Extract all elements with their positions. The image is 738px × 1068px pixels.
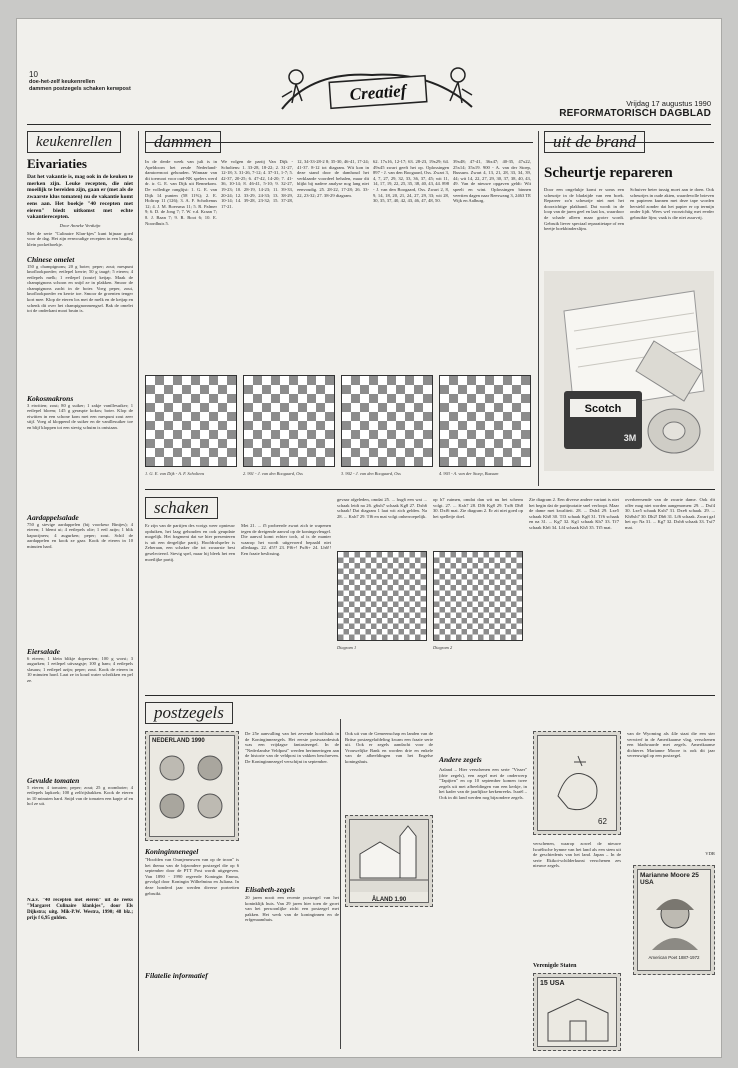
article-intro: Dat het vakantie is, mag ook in de keuken te merken zijn. Leuke recepten, die niet moeilijk te bereiden zijn, gaan er (met als de zwaarste klus tomaten) nu de vakantie komt eens aan. Het boekje "40 recepten met eieren" biedt uitkomst met echte vakantierecepten. [27, 174, 133, 221]
church-illustration [350, 820, 429, 892]
schaken-text-col3: gevaar afgeleden, omdat 25. ... hxg6 een wat ... schaak leidt na 26. g6xh7 schaak Kg8 27. Dxh6 schaak! Dat diagram 1 laat wit zich gelden. Na 28. ... Kxh7 29. Tf6 en mat volgt onherroepelijk. [337, 497, 427, 519]
postzegels-text-col7: van de Wyoming als 44e staat die een ster verwierf in de Amerikaanse vlag, verschenen een bladwaarde met zegels. Amerikaanse dichteres Marianne Moore is ook dit jaar vereeuwigd op een postzegel. [627, 731, 715, 759]
article-body: Met de serie "Culinaire Klan-kjes" kunt bijnaar goed voor de dag. Het zijn eenvoudige recepten in een handig, klein pocketboekje. [27, 230, 133, 247]
stamp-marianne-moore [633, 865, 715, 975]
stamp-aland [345, 815, 433, 907]
paper-name: REFORMATORISCH DAGBLAD [559, 108, 711, 119]
article-byline: VDR [705, 851, 715, 856]
subheading: Elisabeth-zegels [245, 885, 295, 894]
dammen-text-col1: In de derde week van juli is in Apeldoorn het zesde Nederland-damtoernooi gehouden. Winnaar van dit toernooi voor oud-NK spelers werd dr. ir. G. E. van Dijk uit Bennekom. De volledige ranglijst: 1. G. E. van Dijk 14 punten (58 11%); 2. E. Holtrop 11 (126); 3. A. F. Scholtenus 12; 4. J. M. Boersma 11; 5. R. Palmer 9; 6. D. de Jong 7; 7. W. v.d. Kraan 7; 8. J. Baan 7; 9. R. Boot 6; 10. E. Noordhuis 5. [145, 159, 217, 226]
stamp-label: 15 USA [540, 980, 565, 987]
stamp-caption: American Poet 1887-1972 [648, 955, 700, 960]
brand-text-col1: Door een ongelukje komt er soms een scheurtje in de bladzijde van een boek. Repareer zo'n scheurtje niet met het doorzichtige plakband. Dat wordt in de loop van de jaren geel en laat los, waardoor de schade alleen maar groter wordt. Gebruik liever speciaal reparatietape of een beetje boekbinderslijm. [544, 187, 624, 232]
schaken-text-col2: Met 21. ... f5 probeerde zwart zich te wapenen tegen de dreigende aanval op de koningsvleugel. Die aanval komt echter toch, al is de manier waarop het wordt uitgevoerd bepaald niet alledaags. 22. d5!? 23. Pf6+! Pxf6+ 24. Lh6!! Een fraaie beslissing. [241, 523, 331, 556]
subheading: Andere zegels [439, 755, 482, 764]
section-divider [145, 695, 715, 696]
issue-date: Vrijdag 17 augustus 1990 [626, 99, 711, 108]
schaken-text-col1: Er zijn van de partijen des vorigs weer opnieuw opduiken, het laag gehouden en ook geupdate mogelijk. Het fragment dat we hier presenteren is uit een dergelijke partij. Hoofdrolspeler is Zeberaan, een schaker die tot zwaarste best geselecteerd. Stevig spel, maar hij bleek het een moeilijke partij. [145, 523, 235, 562]
chess-diagram-2 [433, 551, 523, 641]
schaken-text-col6: overheersende van de zwarte dame. Ook dit offer mag niet worden aangenomen: 29. ... Dxf4 30. Lxe5 schaak Kxh7 31. Dxe6 schaak. 29. ... Kh8xh7 30. Dh2! Dh6 31. Lf6 schaak. Zwart gaf het op: Na 31. ... Kg7 32. Dxh6 schaak 33. Txf7 mat. [625, 497, 715, 530]
stamp-label: Marianne Moore 25 USA [640, 872, 699, 886]
creatief-logo [272, 61, 482, 121]
postzegels-text-col1: De 25e aanvulling van het zevende hoofdstuk in de Koninginnezegels. Het eerste postwaardestuk was een vrijdagse fantasiezegel. In de "Nederlandse Veldpost" werden herinneringen aan de historie van de veldpost in vakken beschreven. De Koninginnezegel verschijnt in september. [245, 731, 339, 764]
diagram-caption: Diagram 2 [433, 645, 453, 650]
chess-diagram-1 [337, 551, 427, 641]
stamp-bird [533, 731, 621, 835]
recipe-heading: Eiersalade [27, 646, 60, 656]
article-title: Scheurtje repareren [544, 165, 673, 181]
masthead-left [29, 71, 139, 92]
stamp-netherlands [145, 731, 239, 841]
section-rule [544, 142, 714, 143]
newspaper-page [16, 18, 722, 1058]
section-label-postzegels: postzegels [145, 702, 233, 724]
book-reference: N.a.v. "40 recepten met eieren" uit de reeks "Margaret Culinaire klankjes", door Els Dijkstra; uitg. Mik-P.W. Westra, 1990; 48 blz.; prijs f 6,95 gulden. [27, 897, 133, 921]
draughts-diagram-3 [341, 375, 433, 467]
section-label-dammen: dammen [145, 131, 221, 153]
draughts-diagram-1 [145, 375, 237, 467]
postzegels-text-col5: Aaland – Hier verschenen een serie "Visser" (drie zegels), een zegel met de onderwerp "Tapijten" en op 10 september komen twee zegels uit met afbeeldingen van een kerkje, in het kader van de jaarlijkse kerkenreeks. Israël – Ook in dit land werden nog bijzondere zegels. [439, 767, 527, 800]
postzegels-text-col6: verschenen, waarop zowel de nieuwe Israëlische hymne van het land als een stem uit de geschiedenis van het land. Japan – In de serie Ekikoi-schilderkunst verschenen zes nieuwe zegels. [533, 841, 621, 869]
postzegels-text-col2: "Hoofden van Oranjeneuwen van op de troon" is het thema van de bijzondere postzegel die op 6 september door de PTT Post wordt uitgegeven. Van 1890 - 1990 regeerde Koningin Emma, gevolgd door Koningin Wilhelmina en Juliana. In deze honderd jaar werden diverse portretten gebruikt. [145, 857, 239, 896]
subheading: Koninginnenegel [145, 847, 199, 856]
stamp-label: NEDERLAND 1990 [152, 738, 205, 744]
masthead-right [559, 99, 711, 119]
recipe-text: 3 eiwitten; zout; 80 g suiker; 1 zakje vanillesuiker; 1 eetlepel bloem; 145 g geraspte kokos; boter. Klop de eiwitten in een schone kom met een mespunt zout zeer stijf. Voeg al kloppend de suiker en de vanillesuiker toe en blijf kloppen tot een stevig schuim is ontstaan. [27, 402, 133, 430]
recipe-heading: Aardappelsalade [27, 512, 79, 522]
section-label-schaken: schaken [145, 497, 218, 519]
recipe-heading: Chinese omelet [27, 254, 75, 264]
recipe-heading: Kokosmakrons [27, 393, 74, 403]
column-divider [138, 131, 139, 1051]
subheading: Verenigde Staten [533, 963, 577, 969]
dammen-text-col4: 62. 17x16, 12-17; 63. 28-23, 19x29; 64. 49x45 zwart geeft het op. Oplossingen 897 - J. van den Boogaard, Oss. Zwart 3, 4, 7, 27, 29, 32, 33, 36, 37, 45; wit 11, 14, 17, 19, 22, 25, 35, 38, 40, 43, 44. 898 - J. van den Boogaard, Oss. Zwart 2, 8, 9, 14, 18, 20, 21, 24, 27, 29, 33; wit 28, 30, 35, 37, 40, 42, 43, 46, 47, 48, 50. [373, 159, 449, 204]
building-illustration [538, 989, 617, 1045]
tape-maker-label: 3M [623, 433, 637, 443]
article-byline: Door Anneke Verduijn [59, 222, 101, 228]
section-label-keukenrellen: keukenrellen [27, 131, 121, 153]
keukenrellen-column [27, 131, 133, 1051]
postzegels-text-col4: Ook uit van de Gemeenschap en landen van de Britse postzegelafdeling kwam een fraaie serie uit. Ook er zegels aandacht voor de Vrouwelijke Bank en worden drie en enkele van de afbeeldingen van het Engelse koningshuis. [345, 731, 433, 764]
section-list-line2: dammen postzegels schaken kerwpost [29, 85, 131, 92]
draughts-diagram-2 [243, 375, 335, 467]
schaken-text-col5: Zie diagram 2. Een diverse andere variant is niet het begin dat de partijnotatie snel verloopt. Maar de dame met kwaliteit. 28. ... Dxh4 29. Lxe5 schaak Kh8 30. Tf3 schaak Kg8 31. Tf6 schaak en na 31. ... Kg7 32. Kg1 schaak Kh7 33. Tf7 schaak Kh6 34. Lf4 schaak Kh5 35. Tf5 mat. [529, 497, 619, 530]
diagram-caption: 1. G. E. van Dijk - A. F. Scholtens [145, 471, 205, 476]
bird-illustration [538, 736, 617, 831]
postzegels-text-col3: 20 jaren nooit een recente postzegel van het koninklijk huis. Van 29 jaren hier toen de groet van het persoonlijke zicht een postzegel met pakken. Het werk van de koninginnen en de erfgenaamhuis. [245, 895, 339, 923]
stamp-label: ÅLAND 1.90 [371, 897, 407, 903]
dammen-text-col5: 39x48; 47-41, 36x47; 40-35, 47x22, 25x14; 35x19. 900 - A. van der Stoep, Bussum. Zwart 4, 13, 21, 28, 33, 34, 39, 44; wit 14, 22, 27, 29, 30, 37, 38, 40, 43, 49. Van de nieuwe opgaven geldt: Wit speelt en wint. Oplossingen binnen veertien dagen naar Reeswang 3, 2463 TE Wijk en Aalburg. [453, 159, 531, 204]
column-divider [340, 719, 341, 1049]
section-label-uit-de-brand: uit de brand [544, 131, 645, 153]
schaken-text-col4: op h7 ruimen, omdat dan wit nu het scherm volgt. 27. ... Kxh7 28. Df6 Kg8 29. Txf6 Dh8 30. Dxf6 mat. Zie diagram 2. Er zit niet goed op het spelletje doel. [433, 497, 523, 519]
draughts-diagram-4 [439, 375, 531, 467]
poet-portrait [638, 888, 711, 950]
recipe-text: 750 g stevige aardappelen (bij voorkeur Bintjes); 4 eieren; 1 blemt ui; 4 eetlepels olie; 1 eetl azijn; 1 blik kapucijners; 4 augurken; peper; zout. Schil de aardappelen en kook ze gaar. Kook de eieren in 10 minuten hard. [27, 521, 133, 549]
brand-text-col2: Schuiver beter tussig moet aan te doen. Ook scheurtjes in oude akten, waardevolle brieven en papieren kunnen met deze tape worden hersteld zonder dat het papier er op termijn onder lijdt. Wees wel voorzichtig met eerder gebruikte lijm; vaak is die niet zuurvrij. [630, 187, 714, 220]
tape-brand-label: Scotch [584, 403, 622, 415]
dammen-text-col2: We volgen de partij Van Dijk - Scholtens: 1. 33-28, 18-22; 2. 31-27, 12-18; 3. 31-26, 7-12; 4. 37-31, 1-7; 5. 42-37, 20-25; 6. 47-42, 14-20; 7. 41-36, 10-14; 8. 46-41, 5-10; 9. 32-27, 19-23; 10. 28-19, 14-23; 11. 39-33, 20-24; 12. 33-29, 24-33; 13. 38-29, 10-14; 14. 39-28, 23-32; 15. 37-28, 17-21. [221, 159, 293, 209]
diagram-caption: 3. 902 - J. van den Boogaard, Oss [341, 471, 401, 476]
recipe-text: 150 g champignons; 20 g boter; peper; zout; mespunt knoflookpoeder; eetlepel kerrie; 50 g taugé; 5 eieren; 4 eetlepels melk; 1 eetlepel (zoute) ketjap. Maak de champignons schoon en snijd ze in plakken. Smoor de champignons zacht in de boter. Voeg peper, zout, knoflookpoeder en kerrie toe. Smoor de groenten tenger kort mee. Klop de eieren los met de melk en de ketjap en schenk dit over het champignonmengsel. Bak de omelet tot de onderkant mooi bruin is. [27, 263, 133, 314]
recipe-text: 5 eieren; 4 tomaten; peper; zout; 25 g roomboter; 4 eetlepels lapkoek; 100 g zelfrijsbakken. Kook de eieren in 10 minuten hard. Snijd van de tomaten een kapje af en hol ze uit. [27, 784, 133, 807]
article-title: Eivariaties [27, 156, 87, 171]
scotch-tape-photo [544, 271, 714, 471]
stamp-usa-15 [533, 973, 621, 1051]
recipe-heading: Gevulde tomaten [27, 775, 80, 785]
dammen-text-col3: 12, 34-33-28-2 8; 35-30, 46-41, 17-24; 41-37. 8-12 tot diagram. Wit kon in deze stand door de damhoud het verklaarde voordeel behalen, maar dit blijkt bij nadere analyse nog lang niet eenvoudig. 25. 28-22, 17-28; 26. 33-22, 23-32; 27. 38-29 diagram. [297, 159, 369, 198]
section-rule [145, 142, 533, 143]
section-list-line1: doe-het-zelf keukenrellen [29, 79, 96, 85]
subheading: Filatelie informatief [145, 971, 208, 980]
diagram-caption: 2. 901 - J. van den Boogaard, Oss [243, 471, 303, 476]
section-divider [145, 489, 715, 490]
diagram-caption: Diagram 1 [337, 645, 357, 650]
masthead-rule [27, 124, 711, 125]
diagram-caption: 4. 903 - A. van der Stoep, Bussum [439, 471, 499, 476]
page-number: 10 [29, 70, 38, 79]
column-divider [538, 131, 539, 486]
recipe-text: 6 eieren; 1 klein blikje doperwten; 100 g worst; 3 augurken; 1 eetlepel uitvaagsje; 100 g ham; 4 eetlepels slasaus; 1 eetlepel azijn; peper; zout. Kook de eieren in 10 minuten hard. Laat ze in koud water schrikken en pel ze. [27, 655, 133, 683]
svg-text:62: 62 [598, 817, 607, 826]
portraits-illustration [150, 746, 235, 834]
svg-text:Creatief: Creatief [349, 81, 407, 104]
